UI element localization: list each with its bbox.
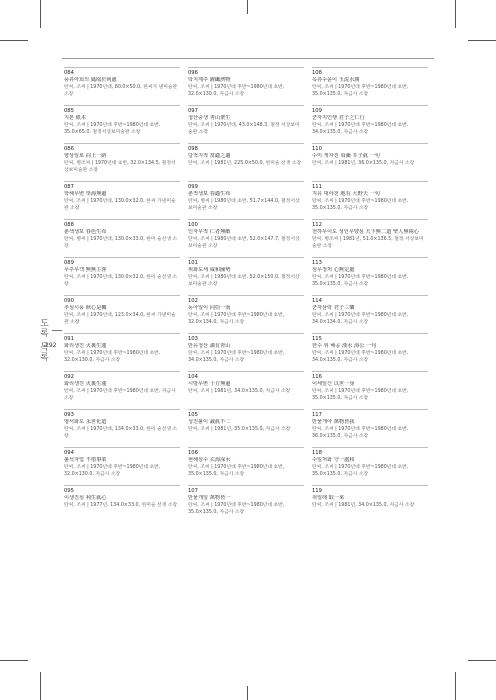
entry-number: 102: [188, 298, 198, 304]
entry-description: 탄씨, 조씨 | 1970년대 후반~1980년대 초반, 35.0×135.0, 자금사 소장: [188, 465, 285, 477]
crop-mark: [0, 40, 28, 41]
entry-number: 116: [312, 374, 322, 380]
entry-number: 098: [188, 146, 198, 152]
catalog-entry: [188, 333, 304, 371]
entry-number: 101: [188, 260, 198, 266]
entry-title: 불석자업 不惜事業: [64, 457, 107, 463]
catalog-column-3: [312, 67, 428, 523]
entry-description: 탄씨, 조씨 | 1970년대 후반~1980년대 초반, 34.0×135.0, 자금사 소장: [312, 351, 409, 363]
crop-mark: [247, 686, 248, 700]
entry-title: 무주무객 無無主客: [64, 267, 107, 273]
catalog-entry: [64, 447, 180, 485]
catalog-entry: [188, 295, 304, 333]
catalog-entry: [64, 333, 180, 371]
entry-description: 탄씨, 조씨 | 1970년대 후반~1980년대 초반, 34.0×135.0, 자금사 소장: [188, 351, 285, 363]
crop-mark: [455, 0, 456, 28]
entry-description: 탄씨, 병조씨 | 1970년대 초반, 32.0×134.5, 철정서상보미술관 소장: [64, 161, 176, 173]
entry-title: 동아일이 同亞一而: [188, 305, 231, 311]
entry-title: 천하무이도 성인무양심 天下無二道 聖人無兩心: [312, 229, 419, 235]
entry-title: 향상일로 向上一路: [64, 153, 107, 159]
entry-number: 114: [312, 298, 322, 304]
entry-title: 청산중생 靑山衆生: [188, 115, 231, 121]
entry-number: 093: [64, 412, 74, 418]
entry-description: 탄씨, 조씨 | 1981년, 225.0×50.0, 한미술 선생 소장: [188, 161, 302, 166]
page-number: 292: [45, 342, 57, 349]
entry-description: 탄씨, 조씨 | 1970년대 후반~1980년대 초반, 32.0×134.0, 자금사 소장: [188, 313, 285, 325]
catalog-entry: [188, 485, 304, 523]
entry-description: 탄씨, 조씨 | 1970년대 후반~1980년대 초반, 32.0×130.0, 자금사 소장: [188, 85, 285, 97]
entry-title: 현해심수 玄海深水: [188, 457, 231, 463]
entry-description: 탄씨, 조씨 | 1977년, 134.0×33.0, 한미술 선생 소장: [64, 503, 178, 508]
entry-number: 104: [188, 374, 198, 380]
catalog-entry: [312, 485, 428, 523]
crop-mark: [247, 0, 248, 14]
entry-description: 탄씨, 조씨 | 1970년대, 123.0×34.0, 한씨 가낸미술관 소장: [64, 313, 176, 325]
entry-title: 수미 개자진 須彌 芥子眞 一句: [312, 153, 380, 159]
catalog-entry: [312, 333, 428, 371]
entry-title: 학해무변 學海無邊: [64, 191, 107, 197]
entry-number: 115: [312, 336, 322, 342]
entry-title: 만물개일 萬物皆一: [188, 495, 231, 501]
catalog-entry: [64, 181, 180, 219]
catalog-column-2: [188, 67, 304, 523]
entry-title: 화리생진 火裏生蓮: [64, 381, 107, 387]
entry-title: 춘색생포 春色生布: [64, 229, 107, 235]
entry-title: 인자무적 仁者無敵: [188, 229, 231, 235]
catalog-entry: [312, 67, 428, 105]
entry-number: 096: [188, 70, 198, 76]
crop-mark: [0, 660, 28, 661]
catalog-entry: [64, 409, 180, 447]
entry-title: 취일래 取一來: [312, 495, 345, 501]
catalog-entry: [188, 447, 304, 485]
entry-title: 추심시풍 秋心是楓: [64, 305, 107, 311]
entry-title: 만유청산 滿有靑山: [188, 343, 231, 349]
catalog-entry: [188, 409, 304, 447]
catalog-entry: [64, 485, 180, 523]
entry-number: 084: [64, 70, 74, 76]
catalog-entry: [64, 257, 180, 295]
entry-title: 탁지제주 濯纖濟物: [188, 77, 231, 83]
entry-number: 119: [312, 488, 322, 494]
catalog-entry: [312, 447, 428, 485]
catalog-entry: [312, 143, 428, 181]
crop-mark: [455, 672, 456, 700]
catalog-entry: [188, 219, 304, 257]
entry-description: 탄씨, 조씨 | 1970년대 후반~1980년대 초반, 32.0×130.0, 자금사 소장: [64, 465, 161, 477]
entry-number: 094: [64, 450, 74, 456]
entry-description: 탄씨, 조씨 | 1970년대, 43.0×148.3, 철정 서상보미술관 소장: [188, 123, 300, 135]
catalog-entry: [312, 371, 428, 409]
catalog-entry: [64, 371, 180, 409]
entry-description: 탄씨, 조씨 | 1970년대 후반~1980년대 초반, 35.0×135.0, 자금사 소장: [312, 85, 409, 97]
catalog-entry: [188, 67, 304, 105]
catalog-entry: [312, 219, 428, 257]
entry-description: 탄씨, 병씨 | 1980년대 초반, 51.7×144.0, 철정서상보미술관 소장: [188, 199, 300, 211]
entry-number: 112: [312, 222, 322, 228]
entry-title: 풍류아희의 鳳凰於何處: [64, 77, 117, 83]
entry-title: 지유 대야천 地有 大野天 一句: [312, 191, 380, 197]
entry-title: 이세일신 以世一身: [312, 381, 355, 387]
entry-title: 화리생진 火裏生蓮: [64, 343, 107, 349]
entry-title: 영서화도 永世化道: [64, 419, 107, 425]
entry-title: 옥류수윤이 玉流水潤: [312, 77, 360, 83]
catalog-entry: [312, 409, 428, 447]
entry-description: 탄씨, 조씨 | 1970년대, 80.0×50.0, 한씨가 낸미술관 소장: [64, 85, 178, 97]
entry-description: 탄씨, 조씨 | 1981년, 34.0×135.0, 자금사 소장: [312, 503, 415, 508]
entry-number: 092: [64, 374, 74, 380]
entry-description: 탄씨, 조씨 | 1970년대 후반~1980년대 초반, 35.0×135.0, 자금사 소장: [312, 199, 409, 211]
entry-number: 108: [312, 70, 322, 76]
entry-number: 095: [64, 488, 74, 494]
entry-description: 탄씨, 병조씨 | 1981년, 51.0×136.5, 철정 서상보미술관 소장: [312, 237, 424, 249]
entry-description: 탄씨, 조씨 | 1970년대, 134.0×33.0, 한미 술선생 소장: [64, 427, 178, 439]
entry-description: 탄씨, 조씨 | 1970년대 후반~1980년대 초반, 자금사 소장: [64, 389, 176, 401]
entry-title: 당적지적 當適之適: [188, 153, 231, 159]
entry-number: 087: [64, 184, 74, 190]
entry-number: 091: [64, 336, 74, 342]
header-rule: [62, 58, 434, 59]
catalog-entry: [312, 181, 428, 219]
entry-number: 085: [64, 108, 74, 114]
catalog-entry: [188, 371, 304, 409]
catalog-entry: [188, 181, 304, 219]
entry-description: 탄씨, 조씨 | 1970년대 후반~1980년대 초반, 35.0×135.0, 자금사 소장: [188, 503, 285, 515]
catalog-column-1: [64, 67, 180, 523]
entry-description: 탄씨, 조씨 | 1970년대 후반~1980년대 초반, 34.0×135.0, 자금사 소장: [312, 123, 409, 135]
entry-number: 103: [188, 336, 198, 342]
entry-title: 한수 위 해공 漢水 海公 一句: [312, 343, 377, 349]
entry-number: 113: [312, 260, 322, 266]
entry-description: 탄씨, 조씨 | 1970년대 후반~1980년대 초반, 34.0×134.0, 자금사 소장: [312, 313, 409, 325]
entry-description: 탄씨, 조씨 | 1970년대 후반~1980년대 초반, 35.0×65.0, 철정서상보미술관 소장: [64, 123, 161, 135]
entry-number: 110: [312, 146, 322, 152]
catalog-entry: [64, 105, 180, 143]
entry-title: 위화도세 威和圖勢: [188, 267, 231, 273]
entry-number: 117: [312, 412, 322, 418]
entry-number: 088: [64, 222, 74, 228]
entry-description: 탄씨, 조씨 | 1970년대 후반~1980년대 초반, 32.0×130.0, 자금사 소장: [64, 351, 161, 363]
catalog-entry: [188, 105, 304, 143]
entry-title: 수일처화 守一處和: [312, 457, 355, 463]
entry-description: 탄씨, 조씨 | 1980년대 초반, 52.0×150.0, 철정서상보미술관 소장: [188, 275, 300, 287]
entry-description: 탄씨, 병씨 | 1970년대, 130.0×33.0, 한미 술선생 소장: [64, 237, 178, 249]
catalog-entry: [64, 219, 180, 257]
entry-title: 군자지인행 君子之仁行: [312, 115, 365, 121]
crop-mark: [468, 40, 496, 41]
entry-number: 089: [64, 260, 74, 266]
catalog-entry: [188, 143, 304, 181]
entry-title: 성진불이 誠眞不二: [188, 419, 231, 425]
entry-title: 심무정처 心無定處: [312, 267, 355, 273]
entry-title: 이생진심 利生眞心: [64, 495, 107, 501]
entry-title: 춘적생포 春適生布: [188, 191, 231, 197]
entry-description: 탄씨, 조씨 | 1970년대 후반~1980년대 초반, 36.0×135.0, 자금사 소장: [312, 427, 409, 439]
entry-number: 109: [312, 108, 322, 114]
catalog-entry: [64, 67, 180, 105]
entry-description: 탄씨, 조씨 | 1981년, 36.0×135.0, 자금사 소장: [312, 161, 415, 166]
catalog-entry: [312, 105, 428, 143]
crop-mark: [468, 660, 496, 661]
entry-title: 지본 紙本: [64, 115, 87, 121]
entry-number: 086: [64, 146, 74, 152]
entry-number: 097: [188, 108, 198, 114]
entry-description: 탄씨, 조씨 | 1970년대 후반~1980년대 초반, 35.0×135.0, 자금사 소장: [312, 465, 409, 477]
entry-number: 100: [188, 222, 198, 228]
entry-description: 탄씨, 조씨 | 1970년대 후반~1980년대 초반, 35.0×135.0, 자금사 소장: [312, 275, 409, 287]
entry-description: 탄씨, 조씨 | 1981년, 35.0×135.0, 자금사 소장: [188, 427, 291, 432]
side-section-label: 도록 목록: [38, 318, 48, 362]
catalog-columns: [64, 67, 436, 647]
entry-description: 탄씨, 조씨 | 1980년대 초반, 52.0×147.7, 철정서상보미술관 소장: [188, 237, 300, 249]
entry-description: 탄씨, 조씨 | 1981년, 34.0×135.0, 자금사 소장: [188, 389, 291, 394]
catalog-entry: [312, 295, 428, 333]
entry-description: 탄씨, 조씨 | 1970년대, 130.0×32.0, 한씨 가낸미술관 소장: [64, 199, 176, 211]
entry-number: 118: [312, 450, 322, 456]
crop-mark: [40, 672, 41, 700]
crop-mark: [40, 0, 41, 28]
entry-number: 090: [64, 298, 74, 304]
catalog-entry: [312, 257, 428, 295]
catalog-entry: [64, 295, 180, 333]
entry-number: 111: [312, 184, 322, 190]
entry-title: 만물개아 萬物皆我: [312, 419, 355, 425]
entry-title: 시방무변 十方無邊: [188, 381, 231, 387]
catalog-entry: [64, 143, 180, 181]
entry-number: 106: [188, 450, 198, 456]
side-tick: [52, 330, 62, 331]
entry-description: 탄씨, 조씨 | 1970년대, 130.0×32.0, 한미 술선생 소장: [64, 275, 178, 287]
entry-description: 탄씨, 조씨 | 1970년대 후반~1980년대 초반, 35.0×135.0, 자금사 소장: [312, 389, 409, 401]
entry-title: 군자삼락 君子三樂: [312, 305, 355, 311]
entry-number: 105: [188, 412, 198, 418]
catalog-entry: [188, 257, 304, 295]
entry-number: 099: [188, 184, 198, 190]
entry-number: 107: [188, 488, 198, 494]
